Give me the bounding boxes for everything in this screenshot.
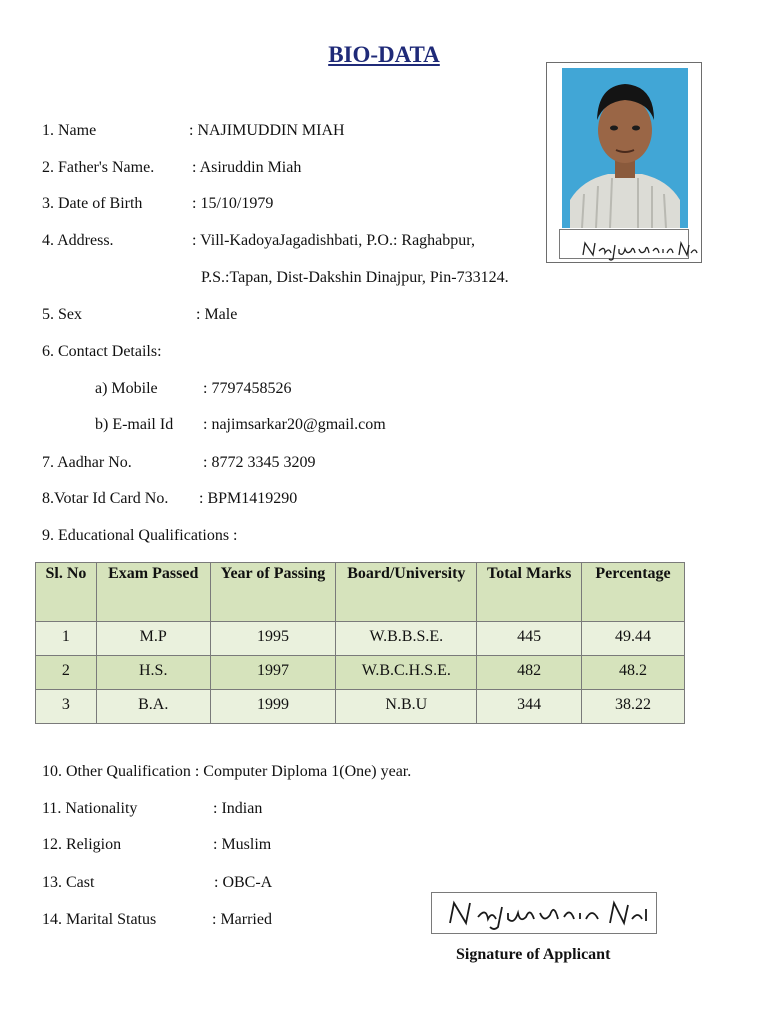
field-value: : Male [196,306,238,323]
table-cell: N.B.U [336,690,477,724]
table-cell: 48.2 [582,656,685,690]
table-header-row [36,563,685,622]
table-header-cell: Percentage [582,563,685,622]
field-value: : NAJIMUDDIN MIAH [189,122,345,139]
table-header-cell: Board/University [336,563,477,622]
field-label: 14. Marital Status [42,911,157,928]
table-cell: 1 [36,622,97,656]
field-label: 6. Contact Details: [42,343,162,360]
table-cell: M.P [96,622,210,656]
table-header-cell: Total Marks [477,563,582,622]
field-label: 4. Address. [42,232,114,249]
applicant-photo [562,68,688,228]
table-header-cell: Sl. No [36,563,97,622]
photo-signature-image [575,235,703,263]
table-cell: W.B.C.H.S.E. [336,656,477,690]
table-cell: 1995 [210,622,336,656]
table-cell: 38.22 [582,690,685,724]
table-cell: 2 [36,656,97,690]
field-value: : 7797458526 [203,380,292,397]
table-cell: W.B.B.S.E. [336,622,477,656]
field-value: : Muslim [213,836,272,853]
field-value: : Asiruddin Miah [192,159,302,176]
field-label: 8.Votar Id Card No. [42,490,169,507]
signature-image [432,893,656,933]
table-row [36,690,685,724]
page-title: BIO-DATA [328,42,440,67]
field-value: : 8772 3345 3209 [203,454,316,471]
table-cell: 445 [477,622,582,656]
table-header-cell: Year of Passing [210,563,336,622]
table-cell: 49.44 [582,622,685,656]
table-row [36,622,685,656]
applicant-photo-frame [546,62,702,263]
field-label: 2. Father's Name. [42,159,155,176]
field-value: : OBC-A [214,874,273,891]
field-value: : Vill-KadoyaJagadishbati, P.O.: Raghabpur, [192,232,475,249]
field-label: b) E-mail Id [95,416,174,433]
table-header-cell: Exam Passed [96,563,210,622]
field-label: 5. Sex [42,306,82,323]
field-label: 10. Other Qualification : Computer Diploma 1(One) year. [42,763,412,780]
signature-box [431,892,657,934]
education-table [35,562,685,724]
field-value: : najimsarkar20@gmail.com [203,416,386,433]
table-cell: 1997 [210,656,336,690]
table-cell: 482 [477,656,582,690]
table-cell: 3 [36,690,97,724]
table-cell: H.S. [96,656,210,690]
table-cell: B.A. [96,690,210,724]
field-label: 9. Educational Qualifications : [42,527,238,544]
field-value: : Married [212,911,272,928]
table-row [36,656,685,690]
field-value: : 15/10/1979 [192,195,274,212]
field-value: P.S.:Tapan, Dist-Dakshin Dinajpur, Pin-733124. [201,269,509,286]
signature-caption: Signature of Applicant [456,946,611,963]
field-label: 12. Religion [42,836,122,853]
photo-signature [559,229,689,259]
field-label: 7. Aadhar No. [42,454,132,471]
table-cell: 344 [477,690,582,724]
field-label: 11. Nationality [42,800,138,817]
table-cell: 1999 [210,690,336,724]
field-label: 3. Date of Birth [42,195,143,212]
field-value: : Indian [213,800,263,817]
field-label: 13. Cast [42,874,95,891]
field-label: a) Mobile [95,380,158,397]
field-value: : BPM1419290 [199,490,298,507]
field-label: 1. Name [42,122,97,139]
